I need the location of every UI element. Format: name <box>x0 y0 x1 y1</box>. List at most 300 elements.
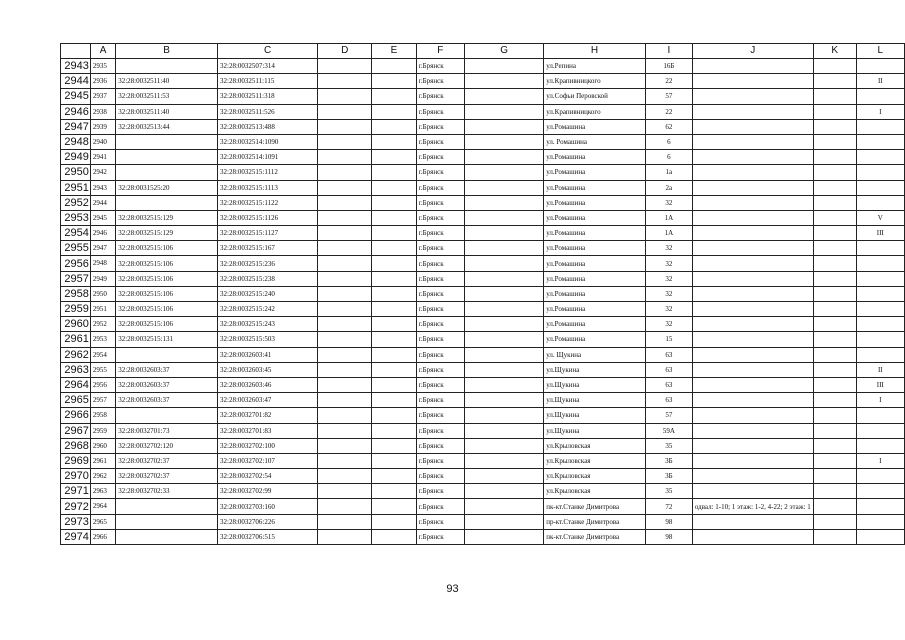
cell-j[interactable] <box>692 393 813 408</box>
cell-g[interactable] <box>464 347 543 362</box>
cell-k[interactable] <box>813 514 856 529</box>
cell-i[interactable]: 1а <box>645 165 692 180</box>
row-header[interactable]: 2965 <box>61 393 91 408</box>
cell-b[interactable]: 32:28:0032511:53 <box>116 89 218 104</box>
cell-f[interactable]: г.Брянск <box>416 226 464 241</box>
cell-h[interactable]: ул.Ромашина <box>544 150 646 165</box>
cell-k[interactable] <box>813 74 856 89</box>
cell-a[interactable]: 2945 <box>90 210 115 225</box>
cell-j[interactable] <box>692 529 813 544</box>
cell-k[interactable] <box>813 256 856 271</box>
cell-a[interactable]: 2935 <box>90 59 115 74</box>
cell-l[interactable] <box>856 165 904 180</box>
cell-c[interactable]: 32:28:0032702:99 <box>218 484 318 499</box>
cell-c[interactable]: 32:28:0032515:238 <box>218 271 318 286</box>
cell-g[interactable] <box>464 529 543 544</box>
cell-h[interactable]: ул.Щукина <box>544 393 646 408</box>
cell-b[interactable]: 32:28:0032511:40 <box>116 104 218 119</box>
row-header[interactable]: 2945 <box>61 89 91 104</box>
corner-header[interactable] <box>61 44 91 59</box>
cell-h[interactable]: ул.Крыловская <box>544 453 646 468</box>
cell-d[interactable] <box>318 317 372 332</box>
cell-e[interactable] <box>372 89 417 104</box>
cell-b[interactable] <box>116 195 218 210</box>
cell-l[interactable]: II <box>856 74 904 89</box>
cell-a[interactable]: 2947 <box>90 241 115 256</box>
cell-h[interactable]: ул.Щукина <box>544 423 646 438</box>
cell-g[interactable] <box>464 499 543 514</box>
cell-i[interactable]: 1А <box>645 210 692 225</box>
cell-b[interactable] <box>116 347 218 362</box>
cell-g[interactable] <box>464 514 543 529</box>
cell-g[interactable] <box>464 89 543 104</box>
cell-f[interactable]: г.Брянск <box>416 134 464 149</box>
row-header[interactable]: 2947 <box>61 119 91 134</box>
cell-b[interactable]: 32:28:0032515:131 <box>116 332 218 347</box>
cell-f[interactable]: г.Брянск <box>416 317 464 332</box>
cell-f[interactable]: г.Брянск <box>416 529 464 544</box>
column-header-c[interactable]: C <box>218 44 318 59</box>
cell-b[interactable]: 32:28:0032701:73 <box>116 423 218 438</box>
cell-j[interactable] <box>692 74 813 89</box>
cell-l[interactable] <box>856 484 904 499</box>
row-header[interactable]: 2971 <box>61 484 91 499</box>
cell-c[interactable]: 32:28:0032515:1113 <box>218 180 318 195</box>
cell-g[interactable] <box>464 180 543 195</box>
cell-i[interactable]: 98 <box>645 529 692 544</box>
cell-c[interactable]: 32:28:0032514:1091 <box>218 150 318 165</box>
cell-j[interactable] <box>692 347 813 362</box>
row-header[interactable]: 2970 <box>61 469 91 484</box>
cell-c[interactable]: 32:28:0032515:1126 <box>218 210 318 225</box>
cell-a[interactable]: 2941 <box>90 150 115 165</box>
cell-h[interactable]: ул. Щукина <box>544 347 646 362</box>
row-header[interactable]: 2949 <box>61 150 91 165</box>
cell-a[interactable]: 2956 <box>90 377 115 392</box>
cell-c[interactable]: 32:28:0032515:242 <box>218 302 318 317</box>
cell-h[interactable]: ул.Ромашина <box>544 210 646 225</box>
cell-j[interactable] <box>692 302 813 317</box>
cell-b[interactable]: 32:28:0032515:106 <box>116 317 218 332</box>
cell-c[interactable]: 32:28:0032515:243 <box>218 317 318 332</box>
cell-e[interactable] <box>372 271 417 286</box>
cell-a[interactable]: 2957 <box>90 393 115 408</box>
cell-g[interactable] <box>464 256 543 271</box>
cell-f[interactable]: г.Брянск <box>416 165 464 180</box>
cell-f[interactable]: г.Брянск <box>416 302 464 317</box>
cell-d[interactable] <box>318 408 372 423</box>
cell-j[interactable] <box>692 119 813 134</box>
cell-f[interactable]: г.Брянск <box>416 150 464 165</box>
cell-k[interactable] <box>813 180 856 195</box>
cell-h[interactable]: ул.Щукина <box>544 408 646 423</box>
cell-i[interactable]: 63 <box>645 347 692 362</box>
cell-g[interactable] <box>464 423 543 438</box>
cell-j[interactable] <box>692 134 813 149</box>
cell-l[interactable]: II <box>856 362 904 377</box>
cell-b[interactable] <box>116 134 218 149</box>
cell-d[interactable] <box>318 226 372 241</box>
cell-f[interactable]: г.Брянск <box>416 499 464 514</box>
cell-f[interactable]: г.Брянск <box>416 74 464 89</box>
cell-h[interactable]: ул.Ромашина <box>544 302 646 317</box>
cell-a[interactable]: 2943 <box>90 180 115 195</box>
cell-c[interactable]: 32:28:0032511:318 <box>218 89 318 104</box>
cell-e[interactable] <box>372 332 417 347</box>
cell-g[interactable] <box>464 317 543 332</box>
cell-j[interactable] <box>692 484 813 499</box>
cell-l[interactable] <box>856 89 904 104</box>
cell-b[interactable] <box>116 499 218 514</box>
column-header-d[interactable]: D <box>318 44 372 59</box>
cell-f[interactable]: г.Брянск <box>416 89 464 104</box>
cell-k[interactable] <box>813 241 856 256</box>
cell-i[interactable]: 62 <box>645 119 692 134</box>
cell-f[interactable]: г.Брянск <box>416 408 464 423</box>
cell-j[interactable] <box>692 210 813 225</box>
cell-h[interactable]: ул.Софьи Перовской <box>544 89 646 104</box>
row-header[interactable]: 2952 <box>61 195 91 210</box>
cell-a[interactable]: 2942 <box>90 165 115 180</box>
cell-c[interactable]: 32:28:0032515:1112 <box>218 165 318 180</box>
cell-f[interactable]: г.Брянск <box>416 393 464 408</box>
cell-j[interactable] <box>692 104 813 119</box>
cell-b[interactable]: 32:28:0032511:40 <box>116 74 218 89</box>
cell-l[interactable] <box>856 408 904 423</box>
cell-g[interactable] <box>464 195 543 210</box>
cell-l[interactable] <box>856 302 904 317</box>
cell-d[interactable] <box>318 347 372 362</box>
cell-k[interactable] <box>813 104 856 119</box>
cell-l[interactable] <box>856 438 904 453</box>
cell-c[interactable]: 32:28:0032515:1127 <box>218 226 318 241</box>
cell-l[interactable] <box>856 499 904 514</box>
cell-l[interactable] <box>856 286 904 301</box>
cell-c[interactable]: 32:28:0032513:488 <box>218 119 318 134</box>
cell-e[interactable] <box>372 119 417 134</box>
cell-c[interactable]: 32:28:0032515:1122 <box>218 195 318 210</box>
row-header[interactable]: 2960 <box>61 317 91 332</box>
cell-l[interactable]: I <box>856 393 904 408</box>
cell-c[interactable]: 32:28:0032702:107 <box>218 453 318 468</box>
cell-k[interactable] <box>813 332 856 347</box>
cell-f[interactable]: г.Брянск <box>416 347 464 362</box>
cell-f[interactable]: г.Брянск <box>416 104 464 119</box>
cell-c[interactable]: 32:28:0032603:47 <box>218 393 318 408</box>
cell-i[interactable]: 32 <box>645 195 692 210</box>
cell-d[interactable] <box>318 286 372 301</box>
cell-f[interactable]: г.Брянск <box>416 484 464 499</box>
cell-d[interactable] <box>318 134 372 149</box>
cell-i[interactable]: 22 <box>645 104 692 119</box>
cell-i[interactable]: 22 <box>645 74 692 89</box>
cell-k[interactable] <box>813 150 856 165</box>
cell-j[interactable] <box>692 317 813 332</box>
cell-e[interactable] <box>372 256 417 271</box>
cell-d[interactable] <box>318 438 372 453</box>
cell-h[interactable]: ул.Ромашина <box>544 332 646 347</box>
cell-g[interactable] <box>464 241 543 256</box>
cell-h[interactable]: ул.Крыловская <box>544 484 646 499</box>
row-header[interactable]: 2946 <box>61 104 91 119</box>
cell-k[interactable] <box>813 362 856 377</box>
cell-e[interactable] <box>372 74 417 89</box>
cell-a[interactable]: 2939 <box>90 119 115 134</box>
cell-c[interactable]: 32:28:0032514:1090 <box>218 134 318 149</box>
cell-g[interactable] <box>464 165 543 180</box>
cell-l[interactable]: I <box>856 453 904 468</box>
cell-j[interactable] <box>692 89 813 104</box>
column-header-j[interactable]: J <box>692 44 813 59</box>
cell-h[interactable]: ул.Ромашина <box>544 119 646 134</box>
cell-c[interactable]: 32:28:0032701:82 <box>218 408 318 423</box>
cell-b[interactable] <box>116 529 218 544</box>
cell-f[interactable]: г.Брянск <box>416 453 464 468</box>
cell-c[interactable]: 32:28:0032703:160 <box>218 499 318 514</box>
row-header[interactable]: 2973 <box>61 514 91 529</box>
cell-i[interactable]: 32 <box>645 286 692 301</box>
cell-e[interactable] <box>372 134 417 149</box>
cell-h[interactable]: ул.Крыловская <box>544 469 646 484</box>
cell-i[interactable]: 72 <box>645 499 692 514</box>
cell-k[interactable] <box>813 499 856 514</box>
cell-e[interactable] <box>372 302 417 317</box>
cell-b[interactable]: 32:28:0032515:106 <box>116 286 218 301</box>
cell-l[interactable] <box>856 180 904 195</box>
row-header[interactable]: 2958 <box>61 286 91 301</box>
cell-h[interactable]: ул. Ромашина <box>544 134 646 149</box>
cell-l[interactable] <box>856 195 904 210</box>
cell-l[interactable]: III <box>856 226 904 241</box>
cell-f[interactable]: г.Брянск <box>416 332 464 347</box>
row-header[interactable]: 2957 <box>61 271 91 286</box>
cell-b[interactable]: 32:28:0032515:106 <box>116 241 218 256</box>
column-header-i[interactable]: I <box>645 44 692 59</box>
cell-d[interactable] <box>318 150 372 165</box>
row-header[interactable]: 2961 <box>61 332 91 347</box>
cell-g[interactable] <box>464 484 543 499</box>
cell-a[interactable]: 2949 <box>90 271 115 286</box>
cell-k[interactable] <box>813 377 856 392</box>
cell-i[interactable]: 35 <box>645 484 692 499</box>
cell-a[interactable]: 2954 <box>90 347 115 362</box>
cell-e[interactable] <box>372 347 417 362</box>
cell-i[interactable]: 15 <box>645 332 692 347</box>
cell-g[interactable] <box>464 393 543 408</box>
cell-k[interactable] <box>813 469 856 484</box>
cell-c[interactable]: 32:28:0032603:45 <box>218 362 318 377</box>
cell-k[interactable] <box>813 271 856 286</box>
cell-h[interactable]: ул.Крыловская <box>544 438 646 453</box>
cell-f[interactable]: г.Брянск <box>416 286 464 301</box>
cell-f[interactable]: г.Брянск <box>416 377 464 392</box>
column-header-b[interactable]: B <box>116 44 218 59</box>
cell-a[interactable]: 2944 <box>90 195 115 210</box>
cell-e[interactable] <box>372 150 417 165</box>
cell-i[interactable]: 35 <box>645 438 692 453</box>
cell-i[interactable]: 63 <box>645 362 692 377</box>
cell-g[interactable] <box>464 469 543 484</box>
cell-g[interactable] <box>464 134 543 149</box>
cell-d[interactable] <box>318 59 372 74</box>
cell-f[interactable]: г.Брянск <box>416 514 464 529</box>
cell-l[interactable] <box>856 332 904 347</box>
cell-a[interactable]: 2948 <box>90 256 115 271</box>
cell-b[interactable] <box>116 150 218 165</box>
cell-j[interactable] <box>692 453 813 468</box>
cell-h[interactable]: пр-кт.Станке Димитрова <box>544 514 646 529</box>
cell-e[interactable] <box>372 104 417 119</box>
cell-l[interactable]: III <box>856 377 904 392</box>
cell-i[interactable]: 32 <box>645 271 692 286</box>
cell-d[interactable] <box>318 302 372 317</box>
cell-b[interactable]: 32:28:0032515:106 <box>116 256 218 271</box>
cell-e[interactable] <box>372 529 417 544</box>
cell-h[interactable]: ул.Крапивницкого <box>544 104 646 119</box>
cell-j[interactable] <box>692 195 813 210</box>
cell-f[interactable]: г.Брянск <box>416 119 464 134</box>
cell-g[interactable] <box>464 286 543 301</box>
cell-d[interactable] <box>318 256 372 271</box>
cell-e[interactable] <box>372 195 417 210</box>
cell-g[interactable] <box>464 362 543 377</box>
cell-a[interactable]: 2958 <box>90 408 115 423</box>
cell-i[interactable]: 57 <box>645 89 692 104</box>
cell-k[interactable] <box>813 484 856 499</box>
cell-e[interactable] <box>372 180 417 195</box>
cell-g[interactable] <box>464 119 543 134</box>
cell-h[interactable]: ул.Ромашина <box>544 317 646 332</box>
cell-k[interactable] <box>813 210 856 225</box>
cell-j[interactable] <box>692 332 813 347</box>
cell-k[interactable] <box>813 529 856 544</box>
cell-b[interactable]: 32:28:0032515:129 <box>116 226 218 241</box>
cell-f[interactable]: г.Брянск <box>416 469 464 484</box>
cell-g[interactable] <box>464 438 543 453</box>
cell-j[interactable] <box>692 256 813 271</box>
cell-b[interactable]: 32:28:0032515:106 <box>116 271 218 286</box>
cell-d[interactable] <box>318 469 372 484</box>
cell-a[interactable]: 2966 <box>90 529 115 544</box>
cell-a[interactable]: 2953 <box>90 332 115 347</box>
cell-a[interactable]: 2938 <box>90 104 115 119</box>
cell-h[interactable]: ул.Ромашина <box>544 195 646 210</box>
cell-k[interactable] <box>813 453 856 468</box>
cell-k[interactable] <box>813 89 856 104</box>
row-header[interactable]: 2955 <box>61 241 91 256</box>
cell-h[interactable]: ул.Ромашина <box>544 180 646 195</box>
cell-j[interactable]: одвал: 1-10; 1 этаж: 1-2, 4-22; 2 этаж: 1 <box>692 499 813 514</box>
cell-c[interactable]: 32:28:0032701:83 <box>218 423 318 438</box>
cell-a[interactable]: 2963 <box>90 484 115 499</box>
cell-b[interactable]: 32:28:0032702:120 <box>116 438 218 453</box>
row-header[interactable]: 2968 <box>61 438 91 453</box>
cell-b[interactable] <box>116 408 218 423</box>
cell-b[interactable]: 32:28:0032603:37 <box>116 377 218 392</box>
cell-g[interactable] <box>464 271 543 286</box>
cell-b[interactable]: 32:28:0032702:33 <box>116 484 218 499</box>
cell-a[interactable]: 2955 <box>90 362 115 377</box>
cell-a[interactable]: 2965 <box>90 514 115 529</box>
cell-d[interactable] <box>318 104 372 119</box>
cell-h[interactable]: ул.Щукина <box>544 377 646 392</box>
cell-h[interactable]: пк-кт.Станке Димитрова <box>544 499 646 514</box>
cell-a[interactable]: 2946 <box>90 226 115 241</box>
cell-l[interactable] <box>856 241 904 256</box>
cell-e[interactable] <box>372 286 417 301</box>
cell-a[interactable]: 2940 <box>90 134 115 149</box>
cell-d[interactable] <box>318 180 372 195</box>
cell-c[interactable]: 32:28:0032603:46 <box>218 377 318 392</box>
cell-c[interactable]: 32:28:0032702:100 <box>218 438 318 453</box>
cell-l[interactable] <box>856 134 904 149</box>
cell-e[interactable] <box>372 499 417 514</box>
cell-k[interactable] <box>813 438 856 453</box>
cell-i[interactable]: 32 <box>645 317 692 332</box>
cell-g[interactable] <box>464 150 543 165</box>
cell-l[interactable]: I <box>856 104 904 119</box>
cell-k[interactable] <box>813 423 856 438</box>
cell-j[interactable] <box>692 469 813 484</box>
cell-a[interactable]: 2937 <box>90 89 115 104</box>
cell-b[interactable] <box>116 514 218 529</box>
cell-b[interactable]: 32:28:0032702:37 <box>116 469 218 484</box>
cell-j[interactable] <box>692 180 813 195</box>
cell-j[interactable] <box>692 377 813 392</box>
cell-l[interactable] <box>856 529 904 544</box>
cell-k[interactable] <box>813 226 856 241</box>
cell-d[interactable] <box>318 332 372 347</box>
cell-f[interactable]: г.Брянск <box>416 362 464 377</box>
row-header[interactable]: 2962 <box>61 347 91 362</box>
column-header-h[interactable]: H <box>544 44 646 59</box>
cell-k[interactable] <box>813 134 856 149</box>
cell-h[interactable]: ул.Ромашина <box>544 226 646 241</box>
cell-d[interactable] <box>318 362 372 377</box>
row-header[interactable]: 2944 <box>61 74 91 89</box>
cell-j[interactable] <box>692 438 813 453</box>
cell-h[interactable]: ул.Щукина <box>544 362 646 377</box>
cell-h[interactable]: ул.Ромашина <box>544 271 646 286</box>
cell-d[interactable] <box>318 423 372 438</box>
cell-l[interactable] <box>856 256 904 271</box>
cell-i[interactable]: 63 <box>645 377 692 392</box>
cell-f[interactable]: г.Брянск <box>416 271 464 286</box>
cell-g[interactable] <box>464 210 543 225</box>
cell-f[interactable]: г.Брянск <box>416 195 464 210</box>
column-header-g[interactable]: G <box>464 44 543 59</box>
cell-e[interactable] <box>372 408 417 423</box>
cell-d[interactable] <box>318 119 372 134</box>
cell-k[interactable] <box>813 165 856 180</box>
cell-e[interactable] <box>372 165 417 180</box>
cell-a[interactable]: 2951 <box>90 302 115 317</box>
cell-i[interactable]: 32 <box>645 302 692 317</box>
cell-h[interactable]: ул.Ромашина <box>544 286 646 301</box>
cell-j[interactable] <box>692 271 813 286</box>
cell-e[interactable] <box>372 469 417 484</box>
cell-h[interactable]: ул.Ромашина <box>544 241 646 256</box>
cell-k[interactable] <box>813 317 856 332</box>
cell-d[interactable] <box>318 271 372 286</box>
cell-k[interactable] <box>813 195 856 210</box>
cell-e[interactable] <box>372 241 417 256</box>
cell-j[interactable] <box>692 362 813 377</box>
cell-i[interactable]: 98 <box>645 514 692 529</box>
row-header[interactable]: 2959 <box>61 302 91 317</box>
cell-e[interactable] <box>372 393 417 408</box>
cell-i[interactable]: 32 <box>645 241 692 256</box>
